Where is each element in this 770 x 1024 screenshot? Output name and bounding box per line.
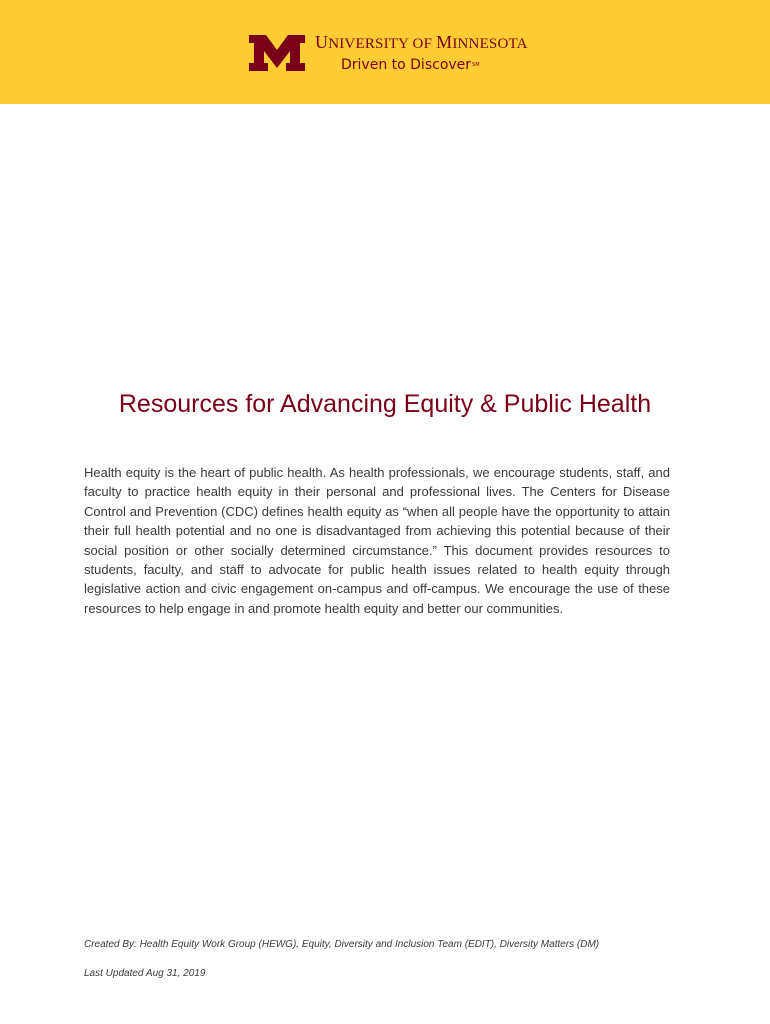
document-title: Resources for Advancing Equity & Public Health bbox=[118, 390, 652, 418]
credits-line: Created By: Health Equity Work Group (HEWG), Equity, Diversity and Inclusion Team (EDIT), Diversity Matters (DM) bbox=[84, 939, 600, 950]
name-part-1: NIVERSITY OF bbox=[328, 36, 437, 52]
block-m-logo-icon bbox=[249, 35, 305, 71]
tagline bbox=[341, 57, 528, 73]
name-part-2: INNESOTA bbox=[452, 36, 528, 52]
header-band bbox=[0, 0, 770, 104]
university-logo bbox=[249, 32, 528, 73]
wordmark bbox=[315, 32, 528, 73]
tagline-text: Driven to Discover bbox=[341, 57, 472, 73]
last-updated: Last Updated Aug 31, 2019 bbox=[84, 968, 206, 979]
name-initial-m: M bbox=[436, 32, 453, 52]
name-initial-u: U bbox=[315, 32, 329, 52]
intro-paragraph: Health equity is the heart of public health. As health professionals, we encourage students, staff, and faculty to practice health equity in their personal and professional lives. The Centers for Disease Control and Prevention (CDC) defines health equity as “when all people have the opportunity to attain their full health potential and no one is disadvantaged from achieving this potential because of their social position or other socially determined circumstance.” This document provides resources to students, faculty, and staff to advocate for public health issues related to health equity through legislative action and civic engagement on-campus and off-campus. We encourage the use of these resources to help engage in and promote health equity and better our communities. bbox=[84, 465, 670, 616]
university-name bbox=[315, 32, 528, 52]
service-mark: SM bbox=[472, 62, 480, 68]
